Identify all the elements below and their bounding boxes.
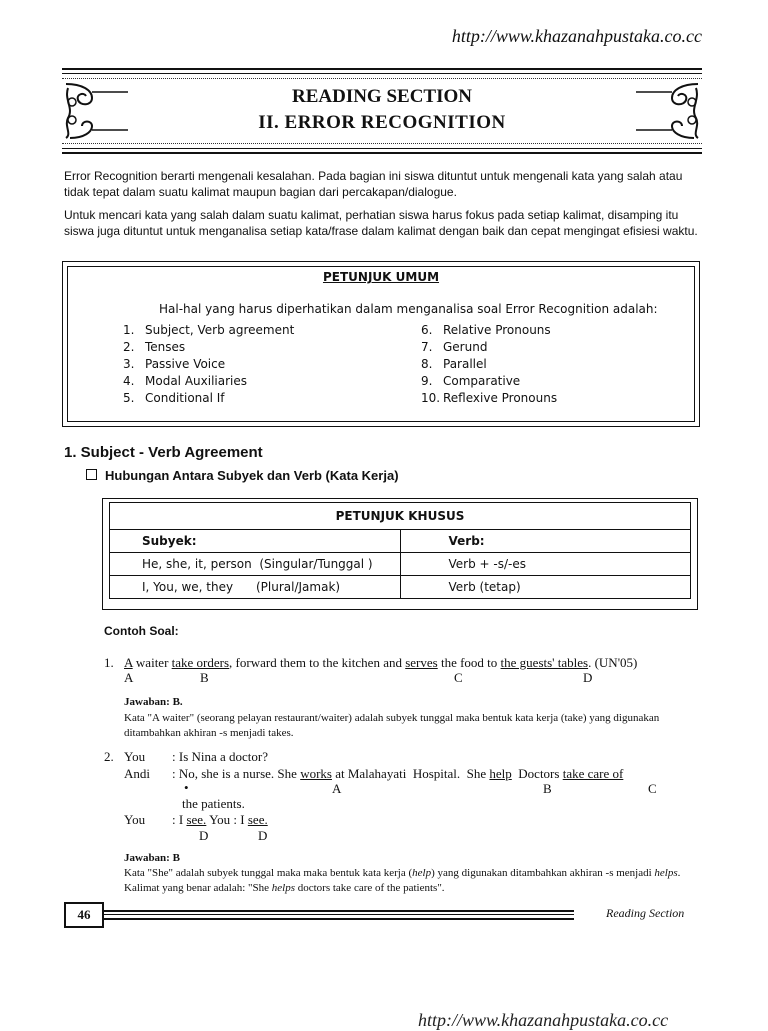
option-label-c: C (648, 781, 657, 796)
intro-paragraph-1: Error Recognition berarti mengenali kesalahan. Pada bagian ini siswa dituntut untuk mengenali kata yang salah atau tidak tepat dalam suatu kalimat maupun bagian dari percakapan/dialogue. (64, 169, 683, 199)
list-item: 8. Parallel (421, 357, 487, 371)
footer-section-label: Reading Section (606, 906, 685, 920)
petunjuk-umum-box (62, 261, 700, 427)
checkbox-square-icon (86, 469, 97, 480)
section-banner (62, 68, 702, 154)
option-label-d: D (258, 828, 268, 843)
list-item: 6. Relative Pronouns (421, 323, 551, 337)
petunjuk-khusus-title: PETUNJUK KHUSUS (110, 503, 691, 530)
dialogue-line-1: : Is Nina a doctor? (172, 749, 269, 764)
option-label-c: C (454, 670, 463, 685)
speaker-you: You (124, 749, 146, 764)
list-item: 1. Subject, Verb agreement (123, 323, 295, 337)
list-item: 3. Passive Voice (123, 357, 226, 371)
contoh-soal-label: Contoh Soal: (104, 624, 179, 638)
footer-url: http://www.khazanahpustaka.co.cc (418, 1010, 669, 1030)
answer-1-label: Jawaban: B. (124, 696, 183, 708)
section-subheading: Hubungan Antara Subyek dan Verb (Kata Kerja) (86, 468, 399, 483)
answer-1-text: Kata "A waiter" (seorang pelayan restaurant/waiter) adalah subyek tunggal maka bentuk kata kerja (take) yang digunakan ditambahkan akhiran -s menjadi takes. (124, 712, 660, 739)
question-1-text: A waiter take orders, forward them to the kitchen and serves the food to the guests' tables. (UN'05) (124, 655, 638, 670)
header-url: http://www.khazanahpustaka.co.cc (451, 26, 702, 46)
list-item: 7. Gerund (421, 340, 488, 354)
dialogue-line-3: : I see. You : I see. (172, 812, 268, 827)
speaker-andi: Andi (124, 766, 150, 781)
petunjuk-khusus-box (102, 498, 698, 610)
banner-title: READING SECTION (291, 86, 472, 107)
intro-paragraph-2: Untuk mencari kata yang salah dalam suatu kalimat, perhatian siswa harus fokus pada setiap kalimat, disamping itu siswa juga dituntut untuk menganalisa setiap kata/frase dalam kalimat dengan baik dan cepat mengingat efisiesi waktu. (64, 208, 698, 238)
footer-rule (104, 910, 574, 920)
table-row: He, she, it, person (Singular/Tunggal ) Verb + -s/-es (110, 553, 691, 576)
dialogue-line-2-continued: the patients. (182, 796, 245, 811)
page-number: 46 (64, 902, 104, 928)
list-item: 10. Reflexive Pronouns (421, 391, 558, 405)
table-header-verb: Verb: (400, 530, 691, 553)
question-1-number: 1. (104, 655, 114, 670)
list-item: 4. Modal Auxiliaries (123, 374, 247, 388)
question-2-number: 2. (104, 749, 114, 764)
option-label-a: A (332, 781, 342, 796)
petunjuk-umum-list-left (123, 322, 294, 407)
list-item: 2. Tenses (123, 340, 186, 354)
dialogue-line-2: : No, she is a nurse. She works at Malahayati Hospital. She help Doctors take care of (172, 766, 624, 781)
list-item: 9. Comparative (421, 374, 521, 388)
option-label-d: D (583, 670, 593, 685)
speaker-you: You (124, 812, 146, 827)
list-item: 5. Conditional If (123, 391, 225, 405)
table-row: I, You, we, they (Plural/Jamak) Verb (tetap) (110, 576, 691, 599)
petunjuk-umum-title: PETUNJUK UMUM (322, 270, 440, 284)
table-header-subyek: Subyek: (110, 530, 401, 553)
petunjuk-umum-list-right (421, 322, 557, 407)
answer-2-label: Jawaban: B (124, 852, 180, 864)
petunjuk-khusus-table (109, 502, 691, 599)
bullet-marker: • (184, 780, 189, 795)
option-label-a: A (124, 670, 134, 685)
banner-subtitle: II. ERROR RECOGNITION (258, 112, 506, 133)
section-heading: 1. Subject - Verb Agreement (64, 444, 263, 461)
option-label-b: B (200, 670, 209, 685)
petunjuk-umum-intro: Hal-hal yang harus diperhatikan dalam menganalisa soal Error Recognition adalah: (159, 302, 658, 316)
option-label-b: B (543, 781, 552, 796)
option-label-d: D (199, 828, 209, 843)
footer-rule-inner (104, 914, 574, 915)
answer-2-text: Kata "She" adalah subyek tunggal maka maka bentuk kata kerja (help) yang digunakan ditambahkan akhiran -s menjadi helps. Kalimat yang benar adalah: "She helps doctors take care of the patients". (124, 867, 681, 894)
